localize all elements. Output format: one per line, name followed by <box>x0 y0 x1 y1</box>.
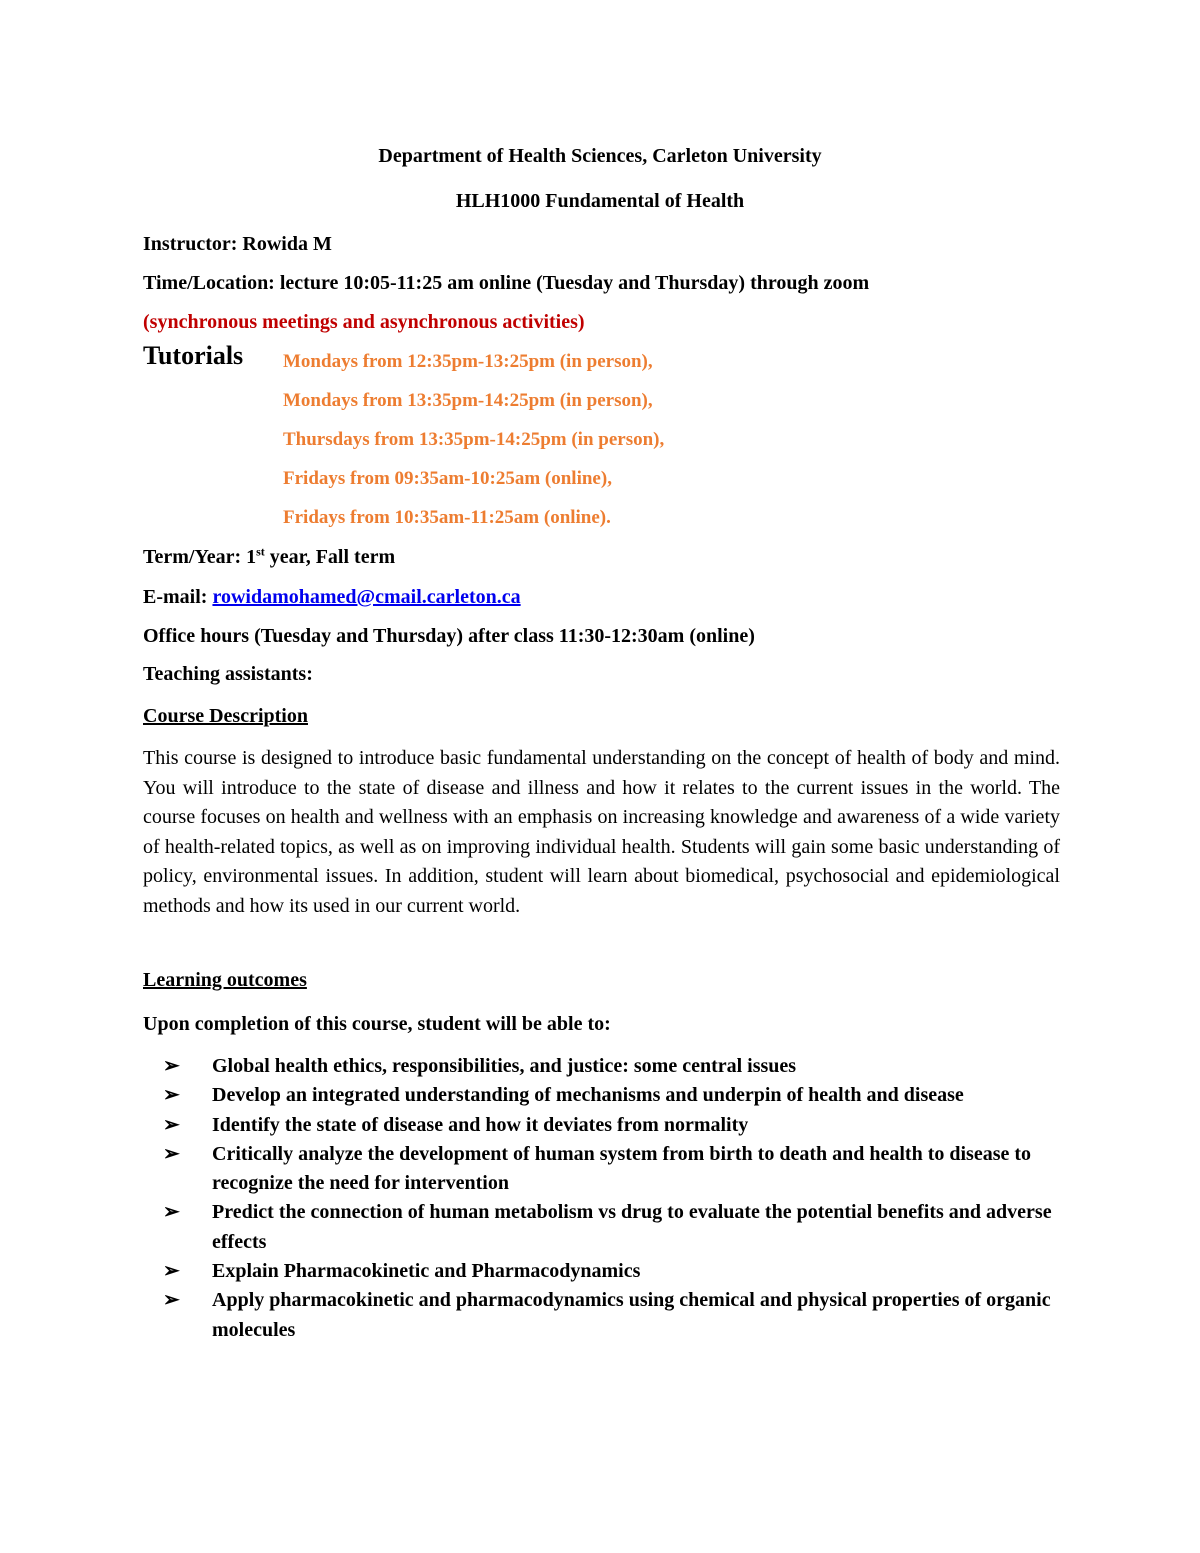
learning-outcomes-heading: Learning outcomes <box>143 969 307 991</box>
course-description-text: This course is designed to introduce basic fundamental understanding on the concept of health of body and mind. You will introduce to the state of disease and illness and how it relates to the current issues in the world. The course focuses on health and wellness with an emphasis on increasing knowledge and awareness of a wide variety of health-related topics, as well as on improving individual health. Students will gain some basic understanding of policy, environmental issues. In addition, student will learn about biomedical, psychosocial and epidemiological methods and how its used in our current world. <box>143 747 1060 917</box>
tutorial-slot: Mondays from 12:35pm-13:25pm (in person), <box>283 351 653 372</box>
sync-note: (synchronous meetings and asynchronous activities) <box>143 311 585 333</box>
email-label: E-mail: <box>143 586 213 608</box>
term-prefix: Term/Year: 1 <box>143 546 257 568</box>
department-title: Department of Health Sciences, Carleton University <box>378 145 822 167</box>
arrow-bullet-icon: ➢ <box>163 1260 180 1283</box>
course-title: HLH1000 Fundamental of Health <box>455 190 745 212</box>
learning-outcomes-intro: Upon completion of this course, student will be able to: <box>143 1013 611 1035</box>
arrow-bullet-icon: ➢ <box>163 1142 180 1165</box>
arrow-bullet-icon: ➢ <box>163 1201 180 1224</box>
outcome-text: Develop an integrated understanding of mechanisms and underpin of health and disease <box>212 1084 964 1107</box>
term-year-line <box>143 545 395 569</box>
outcome-text: Critically analyze the development of human system from birth to death and health to disease to recognize the need for intervention <box>212 1142 1032 1195</box>
teaching-assistants-line: Teaching assistants: <box>143 663 313 685</box>
list-item <box>143 1286 1073 1345</box>
list-item <box>143 1052 1073 1081</box>
tutorial-slot: Fridays from 09:35am-10:25am (online), <box>283 468 612 489</box>
tutorial-slot: Mondays from 13:35pm-14:25pm (in person), <box>283 390 653 411</box>
term-superscript: st <box>256 544 265 559</box>
tutorial-slot: Thursdays from 13:35pm-14:25pm (in person), <box>283 429 665 450</box>
email-link[interactable]: rowidamohamed@cmail.carleton.ca <box>212 586 521 608</box>
tutorial-slot: Fridays from 10:35am-11:25am (online). <box>283 507 611 528</box>
list-item <box>143 1081 1073 1110</box>
arrow-bullet-icon: ➢ <box>163 1289 180 1312</box>
arrow-bullet-icon: ➢ <box>163 1084 180 1107</box>
time-location-line: Time/Location: lecture 10:05-11:25 am online (Tuesday and Thursday) through zoom <box>143 272 870 294</box>
instructor-line: Instructor: Rowida M <box>143 233 332 255</box>
course-description-heading: Course Description <box>143 705 308 727</box>
list-item <box>143 1140 1073 1199</box>
office-hours-line: Office hours (Tuesday and Thursday) after class 11:30-12:30am (online) <box>143 625 755 647</box>
list-item <box>143 1198 1073 1257</box>
learning-outcomes-list <box>143 1052 1073 1345</box>
outcome-text: Identify the state of disease and how it deviates from normality <box>212 1113 749 1136</box>
outcome-text: Explain Pharmacokinetic and Pharmacodynamics <box>212 1260 641 1283</box>
list-item <box>143 1257 1073 1286</box>
outcome-text: Apply pharmacokinetic and pharmacodynamics using chemical and physical properties of organic molecules <box>212 1289 1051 1341</box>
list-item <box>143 1111 1073 1140</box>
arrow-bullet-icon: ➢ <box>163 1113 180 1136</box>
email-line <box>143 585 521 609</box>
outcome-text: Global health ethics, responsibilities, and justice: some central issues <box>212 1055 797 1077</box>
outcome-text: Predict the connection of human metabolism vs drug to evaluate the potential benefits and adverse effects <box>212 1201 1052 1253</box>
arrow-bullet-icon: ➢ <box>163 1055 180 1077</box>
tutorials-label: Tutorials <box>143 341 244 370</box>
term-suffix: year, Fall term <box>264 546 396 568</box>
